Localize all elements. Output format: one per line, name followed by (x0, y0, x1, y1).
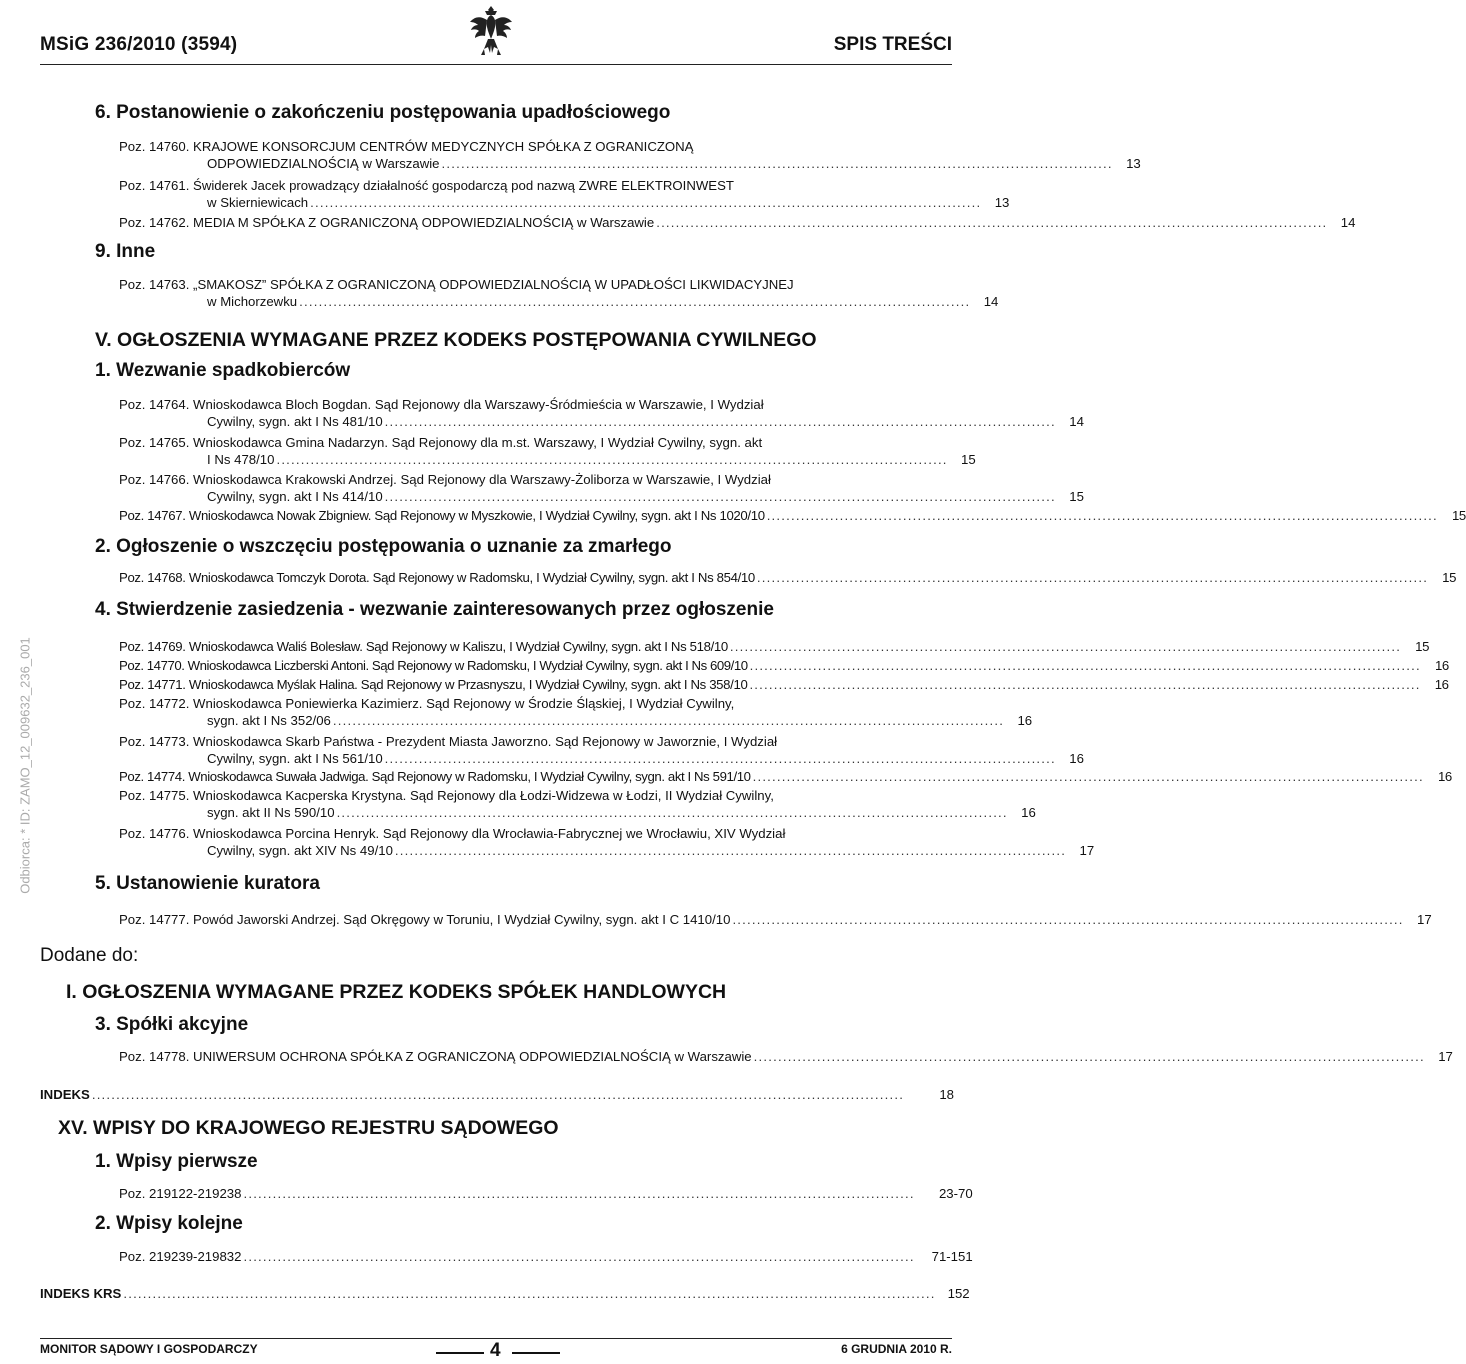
dot-leader: .......................................................................................................................................... (384, 751, 1056, 766)
dot-leader: .......................................................................................................................................... (243, 1186, 915, 1201)
dot-leader: .......................................................................................................................................... (732, 912, 1404, 927)
toc-entry-14776[interactable]: Poz. 14776. Wnioskodawca Porcina Henryk. Sąd Rejonowy dla Wrocławia-Fabrycznej we Wrocławiu, XIV Wydział Cywilny, sygn. akt XIV Ns 49/10 .......................................................................................................................................... 17 (119, 826, 1095, 858)
toc-entry-wpisy-pierwsze[interactable]: Poz. 219122-219238 .......................................................................................................................................... 23-70 (119, 1186, 973, 1201)
eagle-emblem-icon (466, 2, 516, 62)
toc-entry-wpisy-kolejne[interactable]: Poz. 219239-219832 .......................................................................................................................................... 71-151 (119, 1249, 973, 1264)
toc-entry-14771[interactable]: Poz. 14771. Wnioskodawca Myślak Halina. Sąd Rejonowy w Przasnyszu, I Wydział Cywilny, sygn. akt I Ns 358/10 .......................................................................................................................................... 16 (119, 677, 1449, 692)
dot-leader: .......................................................................................................................................... (752, 769, 1424, 784)
footer-page-number: 4 (490, 1340, 501, 1361)
heading-section-XV1: 1. Wpisy pierwsze (95, 1151, 258, 1172)
header-rule (40, 64, 952, 65)
footer-page-rule-left (436, 1352, 484, 1354)
recipient-id-watermark: Odbiorca: * ID: ZAMO_12_009632_236_001 (17, 637, 33, 894)
toc-entry-14777[interactable]: Poz. 14777. Powód Jaworski Andrzej. Sąd Okręgowy w Toruniu, I Wydział Cywilny, sygn. akt I C 1410/10 .......................................................................................................................................... 17 (119, 912, 1432, 927)
dot-leader: .......................................................................................................................................... (332, 713, 1005, 728)
dot-leader: .......................................................................................................................................... (766, 508, 1438, 523)
heading-section-V1: 1. Wezwanie spadkobierców (95, 360, 351, 381)
toc-entry-indeks-krs[interactable]: INDEKS KRS ....................................................................................................................................................................... 152 (40, 1286, 970, 1301)
heading-section-6: 6. Postanowienie o zakończeniu postępowania upadłościowego (95, 102, 671, 123)
dot-leader: .......................................................................................................................................... (310, 195, 982, 210)
toc-entry-14778[interactable]: Poz. 14778. UNIWERSUM OCHRONA SPÓŁKA Z OGRANICZONĄ ODPOWIEDZIALNOŚCIĄ w Warszawie .......................................................................................................................................... 17 (119, 1049, 1453, 1064)
toc-entry-14760[interactable]: Poz. 14760. KRAJOWE KONSORCJUM CENTRÓW MEDYCZNYCH SPÓŁKA Z OGRANICZONĄ ODPOWIEDZIALNOŚCIĄ w Warszawie .......................................................................................................................................... 13 (119, 139, 1141, 171)
dot-leader: .......................................................................................................................................... (749, 677, 1421, 692)
dot-leader: .......................................................................................................................................... (656, 215, 1328, 230)
toc-entry-14762[interactable]: Poz. 14762. MEDIA M SPÓŁKA Z OGRANICZONĄ ODPOWIEDZIALNOŚCIĄ w Warszawie .......................................................................................................................................... 14 (119, 215, 1356, 230)
heading-section-I3: 3. Spółki akcyjne (95, 1014, 249, 1035)
dot-leader: .......................................................................................................................................... (384, 414, 1056, 429)
footer-date: 6 GRUDNIA 2010 R. (841, 1342, 952, 1356)
toc-entry-14769[interactable]: Poz. 14769. Wnioskodawca Waliś Bolesław. Sąd Rejonowy w Kaliszu, I Wydział Cywilny, sygn. akt I Ns 518/10 .......................................................................................................................................... 15 (119, 639, 1430, 654)
dot-leader: .......................................................................................................................................... (276, 452, 948, 467)
toc-entry-14768[interactable]: Poz. 14768. Wnioskodawca Tomczyk Dorota. Sąd Rejonowy w Radomsku, I Wydział Cywilny, sygn. akt I Ns 854/10 .......................................................................................................................................... 15 (119, 570, 1457, 585)
toc-entry-14765[interactable]: Poz. 14765. Wnioskodawca Gmina Nadarzyn. Sąd Rejonowy dla m.st. Warszawy, I Wydział Cywilny, sygn. akt I Ns 478/10 .......................................................................................................................................... 15 (119, 435, 976, 467)
footer-publication-name: MONITOR SĄDOWY I GOSPODARCZY (40, 1342, 258, 1356)
dot-leader: .......................................................................................................................................... (441, 156, 1113, 171)
toc-entry-14772[interactable]: Poz. 14772. Wnioskodawca Poniewierka Kazimierz. Sąd Rejonowy w Środzie Śląskiej, I Wydział Cywilny, sygn. akt I Ns 352/06 .......................................................................................................................................... 16 (119, 696, 1033, 728)
heading-section-I: I. OGŁOSZENIA WYMAGANE PRZEZ KODEKS SPÓŁEK HANDLOWYCH (66, 981, 727, 1003)
dot-leader: .......................................................................................................................................... (336, 805, 1008, 820)
section-title: SPIS TREŚCI (833, 34, 952, 55)
heading-section-V2: 2. Ogłoszenie o wszczęciu postępowania o uznanie za zmarłego (95, 536, 672, 557)
toc-entry-14764[interactable]: Poz. 14764. Wnioskodawca Bloch Bogdan. Sąd Rejonowy dla Warszawy-Śródmieścia w Warszawie, I Wydział Cywilny, sygn. akt I Ns 481/10 .......................................................................................................................................... 14 (119, 397, 1084, 429)
toc-entry-14774[interactable]: Poz. 14774. Wnioskodawca Suwała Jadwiga. Sąd Rejonowy w Radomsku, I Wydział Cywilny, sygn. akt I Ns 591/10 .......................................................................................................................................... 16 (119, 769, 1452, 784)
toc-entry-14767[interactable]: Poz. 14767. Wnioskodawca Nowak Zbigniew. Sąd Rejonowy w Myszkowie, I Wydział Cywilny, sygn. akt I Ns 1020/10 .......................................................................................................................................... 15 (119, 508, 1466, 523)
toc-entry-14763[interactable]: Poz. 14763. „SMAKOSZ” SPÓŁKA Z OGRANICZONĄ ODPOWIEDZIALNOŚCIĄ W UPADŁOŚCI LIKWIDACYJNEJ w Michorzewku .......................................................................................................................................... 14 (119, 277, 999, 309)
heading-section-9: 9. Inne (95, 241, 156, 262)
dot-leader: .......................................................................................................................................... (753, 1049, 1425, 1064)
heading-section-V5: 5. Ustanowienie kuratora (95, 873, 320, 894)
dot-leader: ....................................................................................................................................................................... (123, 1286, 936, 1301)
toc-entry-14775[interactable]: Poz. 14775. Wnioskodawca Kacperska Krystyna. Sąd Rejonowy dla Łodzi-Widzewa w Łodzi, II Wydział Cywilny, sygn. akt II Ns 590/10 .......................................................................................................................................... 16 (119, 788, 1036, 820)
dot-leader: .......................................................................................................................................... (299, 294, 971, 309)
dot-leader: .......................................................................................................................................... (756, 570, 1429, 585)
toc-entry-14773[interactable]: Poz. 14773. Wnioskodawca Skarb Państwa - Prezydent Miasta Jaworzno. Sąd Rejonowy w Jaworznie, I Wydział Cywilny, sygn. akt I Ns 561/10 .......................................................................................................................................... 16 (119, 734, 1084, 766)
toc-entry-indeks[interactable]: INDEKS ....................................................................................................................................................................... 18 (40, 1087, 954, 1102)
toc-entry-14770[interactable]: Poz. 14770. Wnioskodawca Liczberski Antoni. Sąd Rejonowy w Radomsku, I Wydział Cywilny, sygn. akt I Ns 609/10 .......................................................................................................................................... 16 (119, 658, 1449, 673)
toc-entry-14766[interactable]: Poz. 14766. Wnioskodawca Krakowski Andrzej. Sąd Rejonowy dla Warszawy-Żoliborza w Warszawie, I Wydział Cywilny, sygn. akt I Ns 414/10 .......................................................................................................................................... 15 (119, 472, 1084, 504)
dot-leader: .......................................................................................................................................... (384, 489, 1056, 504)
footer-rule (40, 1338, 952, 1339)
heading-section-XV: XV. WPISY DO KRAJOWEGO REJESTRU SĄDOWEGO (58, 1117, 559, 1139)
dot-leader: ....................................................................................................................................................................... (91, 1087, 905, 1102)
heading-section-XV2: 2. Wpisy kolejne (95, 1213, 243, 1234)
heading-section-V: V. OGŁOSZENIA WYMAGANE PRZEZ KODEKS POSTĘPOWANIA CYWILNEGO (95, 329, 817, 351)
dot-leader: .......................................................................................................................................... (749, 658, 1421, 673)
heading-section-V4: 4. Stwierdzenie zasiedzenia - wezwanie zainteresowanych przez ogłoszenie (95, 599, 774, 620)
dot-leader: .......................................................................................................................................... (729, 639, 1402, 654)
publication-issue: MSiG 236/2010 (3594) (40, 34, 238, 55)
heading-added-to: Dodane do: (40, 945, 139, 966)
dot-leader: .......................................................................................................................................... (394, 843, 1067, 858)
toc-entry-14761[interactable]: Poz. 14761. Świderek Jacek prowadzący działalność gospodarczą pod nazwą ZWRE ELEKTROINWEST w Skierniewicach .......................................................................................................................................... 13 (119, 178, 1010, 210)
dot-leader: .......................................................................................................................................... (243, 1249, 915, 1264)
footer-page-rule-right (512, 1352, 560, 1354)
